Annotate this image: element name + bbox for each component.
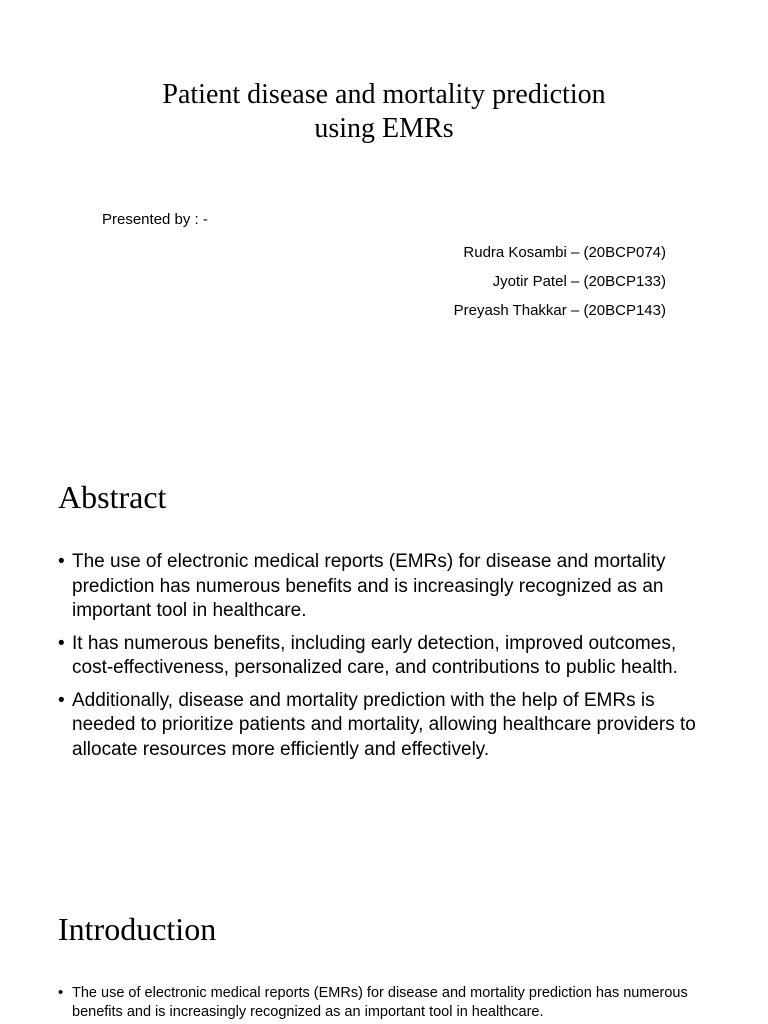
title-line-2: using EMRs bbox=[314, 113, 454, 144]
bullet-icon: • bbox=[58, 551, 65, 572]
author-name: Rudra Kosambi – (20BCP074) bbox=[463, 244, 666, 261]
author-list bbox=[454, 238, 666, 325]
author-name: Jyotir Patel – (20BCP133) bbox=[492, 273, 666, 290]
abstract-heading: Abstract bbox=[58, 479, 167, 515]
bullet-text: The use of electronic medical reports (EMRs) for disease and mortality prediction has numerous benefits and is increasingly recognized as an important tool in healthcare. bbox=[72, 985, 688, 1020]
bullet-text: The use of electronic medical reports (EMRs) for disease and mortality prediction has numerous benefits and is increasingly recognized as an important tool in healthcare. bbox=[72, 551, 666, 621]
presentation-title bbox=[60, 78, 708, 146]
bullet-item bbox=[58, 689, 718, 763]
presented-by-label: Presented by : - bbox=[102, 211, 208, 228]
bullet-item bbox=[58, 550, 718, 624]
title-slide bbox=[0, 0, 768, 430]
introduction-heading: Introduction bbox=[58, 911, 217, 947]
introduction-bullet-list bbox=[58, 984, 718, 1022]
bullet-item bbox=[58, 632, 718, 681]
abstract-bullet-list bbox=[58, 550, 718, 770]
bullet-item bbox=[58, 984, 718, 1022]
title-line-1: Patient disease and mortality prediction bbox=[162, 79, 606, 110]
author-name: Preyash Thakkar – (20BCP143) bbox=[453, 302, 666, 319]
bullet-icon: • bbox=[58, 632, 65, 654]
bullet-text: It has numerous benefits, including early detection, improved outcomes, cost-effectiveness, personalized care, and contributions to public health. bbox=[72, 632, 678, 678]
abstract-slide bbox=[0, 430, 768, 862]
introduction-slide bbox=[0, 862, 768, 1024]
bullet-icon: • bbox=[58, 985, 64, 1001]
bullet-text: Additionally, disease and mortality prediction with the help of EMRs is needed to prioritize patients and mortality, allowing healthcare providers to allocate resources more efficiently and effectively. bbox=[72, 689, 696, 760]
bullet-icon: • bbox=[58, 689, 65, 711]
